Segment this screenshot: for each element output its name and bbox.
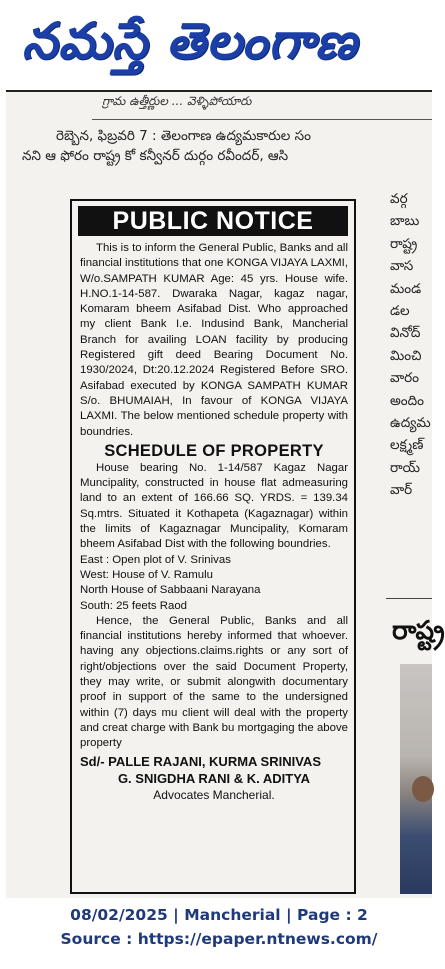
notice-paragraph: House bearing No. 1-14/587 Kagaz Nagar Muncipality, constructed in house flat admeasuring land to an extent of 166.66 SQ. YRDS. = 139.34 Sq.mtrs. Situated it Kothapeta (Kagaznagar) within the limits of Kagaznagar Muncipality, Komaram bheem Asifabad Dist with the following boundries. [80, 461, 348, 551]
article-lede-line-2: నని ఆ ఫోరం రాష్ట్ర కో కన్వీనర్ దుర్గం రవీందర్, ఆసి [22, 148, 289, 164]
notice-paragraph: Hence, the General Public, Banks and all financial institutions hereby informed that whoever. having any objections.claims.rights or any sort of right/objections over the said Document Property, they may write, or submit alongwith documentary proof in support of the same to the undersigned within (7) days mu client will deal with the property and creat charge with Bank bu mortgaging the above property [80, 614, 348, 750]
notice-body [80, 241, 348, 803]
edition-info: 08/02/2025 | Mancherial | Page : 2 [70, 906, 368, 924]
next-article-headline: రాష్ట్ర [392, 616, 445, 646]
right-column-line: మించి [390, 347, 422, 364]
newspaper-page [6, 6, 445, 898]
right-column-line: రాయ్ [390, 459, 421, 476]
schedule-heading: SCHEDULE OF PROPERTY [104, 441, 324, 460]
right-column-line: లక్ష్మణ్ [390, 437, 424, 454]
right-column-line: వారం [390, 370, 419, 387]
public-notice-box [70, 199, 356, 894]
right-column-line: వార్ [390, 482, 413, 499]
right-column-line: వాస [390, 258, 414, 275]
news-photo [400, 664, 432, 894]
masthead-title: నమస్తే తెలంగాణ [22, 12, 358, 70]
right-column-line: డల [390, 302, 410, 319]
right-column-line: అందిం [390, 392, 425, 409]
notice-heading: PUBLIC NOTICE [78, 206, 348, 236]
right-column-line: వినోద్ [390, 325, 421, 342]
divider [6, 90, 432, 92]
masthead [6, 6, 432, 90]
source-footer [0, 903, 438, 951]
boundary-north: North House of Sabbaani Narayana [80, 584, 261, 597]
photo-person [412, 776, 434, 802]
divider [386, 598, 432, 599]
source-link[interactable]: Source : https://epaper.ntnews.com/ [60, 930, 378, 948]
signatories-line: G. SNIGDHA RANI & K. ADITYA [117, 770, 311, 786]
right-column-line: ఉద్యమ [390, 414, 431, 431]
article-tagline: గ్రామ ఉత్తీర్ణుల ... వెళ్ళిపోయారు [102, 94, 252, 108]
advocates-line: Advocates Mancherial. [153, 787, 275, 802]
article-lede-line-1: రెబ్బెన, ఫిబ్రవరి 7 : తెలంగాణ ఉద్యమకారుల సం [56, 128, 311, 144]
right-column-line: రాష్ట్ర [390, 235, 418, 252]
right-column-line: వర్గ [390, 191, 408, 207]
notice-paragraph: This is to inform the General Public, Banks and all financial institutions that one KONGA VIJAYA LAXMI, W/o.SAMPATH KUMAR Age: 45 yrs. House wife. H.NO.1-14-587. Dwaraka Nagar, kagaz nagar, Komaram bheem Asifabad Dist. Who approached my client Bank I.e. Indusind Bank, Mancherial Branch for availing LOAN facility by producing Registered gift deed Bearing Document No. 1930/2024, Dt:20.12.2024 Registered Before SRO. Asifabad executed by KONGA SAMPATH KUMAR S/o. BHUMAIAH, In favour of KONGA VIJAYA LAXMI. The below mentioned schedule property with boundries. [80, 242, 348, 438]
divider [92, 119, 432, 120]
boundary-east: East : Open plot of V. Srinivas [80, 553, 231, 566]
boundary-south: South: 25 feets Raod [80, 599, 188, 612]
right-column-line: మండ [390, 280, 422, 297]
right-column-text [390, 188, 440, 501]
boundary-west: West: House of V. Ramulu [80, 568, 213, 581]
signatories-line: Sd/- PALLE RAJANI, KURMA SRINIVAS [80, 753, 321, 769]
right-column-line: బాబు [390, 213, 420, 230]
